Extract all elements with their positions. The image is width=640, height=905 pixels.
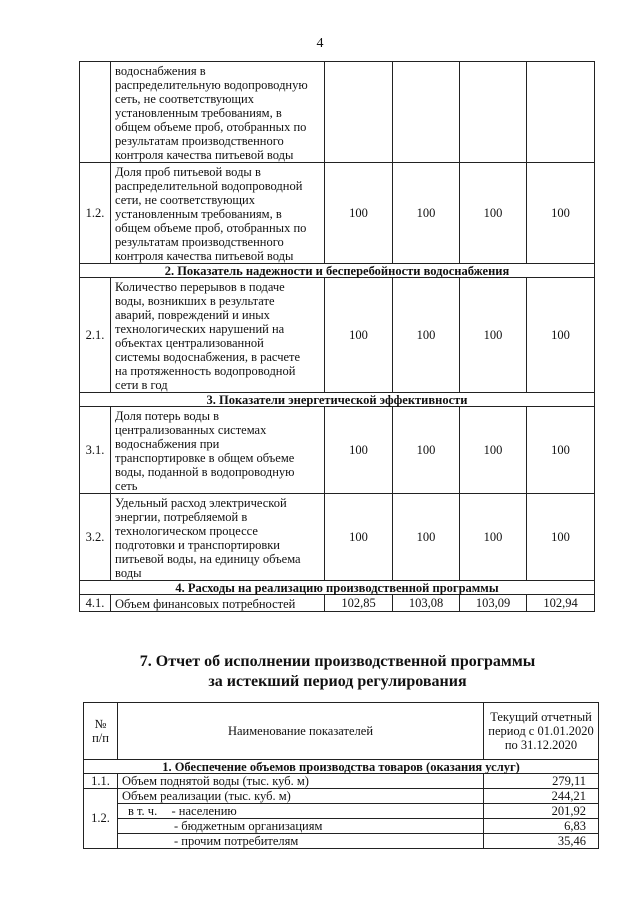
row-name-line: технологических нарушений на [115,322,285,336]
row-value: 100 [460,278,527,393]
section-label: 2. Показатель надежности и бесперебойности водоснабжения [80,264,595,278]
row-name-line: на протяженность водопроводной [115,364,296,378]
row-name-line: системы водоснабжения, в расчете [115,350,301,364]
row-name: - бюджетным организациям [118,819,484,834]
row-name-line: результатам производственного [115,134,284,148]
header-number: № п/п [84,703,118,760]
row-value: 100 [325,494,393,581]
row-number: 4.1. [80,595,111,612]
row-value: 100 [393,278,460,393]
row-name-line: установленным требованиям, в [115,106,282,120]
row-value [460,62,527,163]
row-number: 1.2. [80,163,111,264]
row-value: 100 [325,163,393,264]
row-value: 35,46 [484,834,599,849]
table-row [80,278,595,393]
section-row [80,264,595,278]
row-name [111,163,325,264]
table-row [84,819,599,834]
row-name-line: распределительной водопроводной [115,179,303,193]
row-value: 102,94 [527,595,595,612]
row-value: 244,21 [484,789,599,804]
row-value: 100 [460,407,527,494]
row-name-line: распределительную водопроводную [115,78,308,92]
header-name: Наименование показателей [118,703,484,760]
row-name [111,62,325,163]
row-name [111,278,325,393]
row-value [527,62,595,163]
row-name-line: централизованных системах [115,423,267,437]
row-value: 100 [527,407,595,494]
row-value: 100 [527,278,595,393]
header-period: Текущий отчетный период с 01.01.2020 по 31.12.2020 [484,703,599,760]
row-name-line: энергии, потребляемой в [115,510,248,524]
report-table [83,702,599,849]
section-row [80,581,595,595]
row-value: 100 [393,494,460,581]
row-name-line: питьевой воды, на единицу объема [115,552,301,566]
row-value: 102,85 [325,595,393,612]
table-row [80,595,595,612]
table-row [80,62,595,163]
row-name-line: воды [115,566,142,580]
row-number: 1.1. [84,774,118,789]
table-row [80,494,595,581]
section-row [80,393,595,407]
row-name [111,494,325,581]
row-name [118,804,484,819]
row-name-line: технологическом процессе [115,524,258,538]
row-prefix: в т. ч. [128,803,158,818]
section-heading-line-2: за истекший период регулирования [208,673,467,690]
row-value: 100 [393,407,460,494]
row-name-line: аварий, повреждений и иных [115,308,270,322]
row-name: Объем финансовых потребностей [111,595,325,612]
row-value [325,62,393,163]
table-row [80,163,595,264]
row-number: 1.2. [84,789,118,849]
table-header-row [84,703,599,760]
row-name-line: Доля потерь воды в [115,409,220,423]
row-name-line: установленным требованиям, в [115,207,282,221]
row-value: 100 [527,163,595,264]
row-value: 103,09 [460,595,527,612]
row-name-line: водоснабжения при [115,437,220,451]
row-value: 100 [527,494,595,581]
row-number: 3.2. [80,494,111,581]
row-value: 100 [460,163,527,264]
section-label: 1. Обеспечение объемов производства товаров (оказания услуг) [84,760,599,774]
row-name-line: результатам производственного [115,235,284,249]
row-value: 6,83 [484,819,599,834]
row-number [80,62,111,163]
row-name-line: контроля качества питьевой воды [115,148,294,162]
row-name: Объем реализации (тыс. куб. м) [118,789,484,804]
row-name: - прочим потребителям [118,834,484,849]
section-label: 3. Показатели энергетической эффективности [80,393,595,407]
row-name-line: сети в год [115,378,168,392]
table-row [84,789,599,804]
row-value: 103,08 [393,595,460,612]
section-heading [80,652,595,692]
row-name-line: объектах централизованной [115,336,264,350]
section-label: 4. Расходы на реализацию производственной программы [80,581,595,595]
row-name-line: Количество перерывов в подаче [115,280,285,294]
row-name-line: сети, не соответствующих [115,193,255,207]
section-heading-line-1: 7. Отчет об исполнении производственной программы [139,653,536,670]
row-name-line: общем объеме проб, отобранных по [115,120,307,134]
row-name: Объем поднятой воды (тыс. куб. м) [118,774,484,789]
row-name-line: Доля проб питьевой воды в [115,165,261,179]
row-value [393,62,460,163]
table-row [84,834,599,849]
row-name-line: транспортировке в общем объеме [115,451,295,465]
row-value: 100 [325,278,393,393]
row-subname: - населению [171,803,237,818]
row-name-line: общем объеме проб, отобранных по [115,221,307,235]
row-name-line: водоснабжения в [115,64,206,78]
row-name-line: подготовки и транспортировки [115,538,280,552]
row-name [111,407,325,494]
row-name-line: сеть, не соответствующих [115,92,255,106]
table-row [84,804,599,819]
row-name-line: воды, возникших в результате [115,294,275,308]
table-row [80,407,595,494]
row-name-line: сеть [115,479,138,493]
row-value: 201,92 [484,804,599,819]
section-row [84,760,599,774]
row-value: 100 [325,407,393,494]
row-name-line: воды, поданной в водопроводную [115,465,295,479]
row-name-line: контроля качества питьевой воды [115,249,294,263]
row-value: 100 [393,163,460,264]
row-value: 279,11 [484,774,599,789]
page-number: 4 [316,36,324,51]
row-number: 2.1. [80,278,111,393]
row-number: 3.1. [80,407,111,494]
indicators-table [79,61,595,612]
table-row [84,774,599,789]
row-name-line: Удельный расход электрической [115,496,287,510]
row-value: 100 [460,494,527,581]
